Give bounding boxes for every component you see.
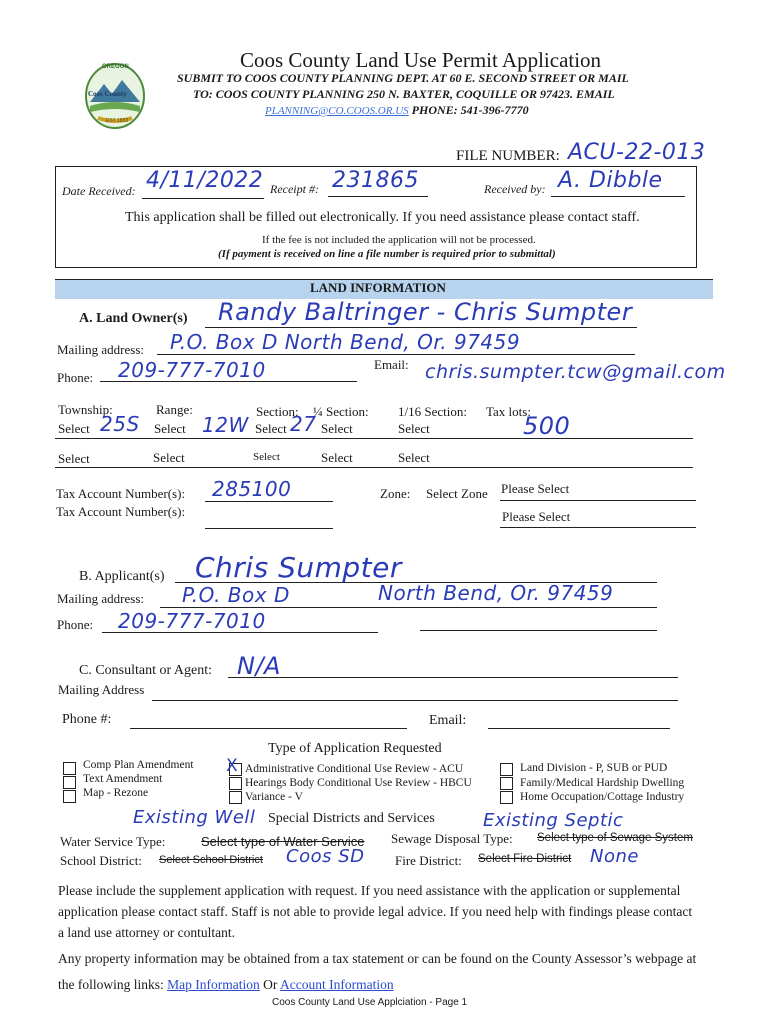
- notice-payment: (If payment is received on line a file number is required prior to submittal): [218, 248, 556, 260]
- hardship-checkbox[interactable]: [500, 777, 513, 790]
- map-rezone-checkbox[interactable]: [63, 790, 76, 803]
- sixteenth-select-2[interactable]: Select: [398, 450, 430, 465]
- notice-fee: If the fee is not included the application will not be processed.: [262, 234, 536, 246]
- range-select-1[interactable]: Select: [154, 421, 186, 436]
- consultant-phone-label: Phone #:: [62, 712, 112, 727]
- submit-line-1: SUBMIT TO COOS COUNTY PLANNING DEPT. AT 60 E. SECOND STREET OR MAIL: [177, 71, 629, 85]
- map-rezone-label: Map - Rezone: [83, 787, 149, 799]
- submit-line-2: TO: COOS COUNTY PLANNING 250 N. BAXTER, COQUILLE OR 97423. EMAIL: [193, 87, 615, 101]
- township-label: Township:: [58, 402, 113, 417]
- seal-text-bottom: EST 1853: [106, 118, 129, 124]
- owner-value[interactable]: Randy Baltringer - Chris Sumpter: [218, 298, 633, 326]
- range-select-2[interactable]: Select: [153, 450, 185, 465]
- page-footer-label: Coos County Land Use Applciation - Page 1: [272, 997, 468, 1008]
- county-seal: [84, 62, 146, 130]
- tax-account-label-1: Tax Account Number(s):: [56, 486, 186, 501]
- hbcu-label: Hearings Body Conditional Use Review - HBCU: [245, 777, 472, 789]
- fire-select[interactable]: Select Fire District: [478, 853, 572, 865]
- section-select-2[interactable]: Select: [253, 451, 280, 463]
- section-label: Section:: [256, 404, 299, 419]
- quarter-section-label: ¼ Section:: [313, 404, 369, 419]
- taxlot-value[interactable]: 500: [523, 412, 571, 440]
- consultant-email-label: Email:: [429, 713, 467, 728]
- file-number-value[interactable]: ACU-22-013: [568, 140, 706, 165]
- quarter-select-1[interactable]: Select: [321, 421, 353, 436]
- date-received-value[interactable]: 4/11/2022: [146, 168, 264, 193]
- variance-checkbox[interactable]: [229, 791, 242, 804]
- home-occupation-checkbox[interactable]: [500, 791, 513, 804]
- fire-label: Fire District:: [395, 853, 462, 868]
- hbcu-checkbox[interactable]: [229, 777, 242, 790]
- applicant-mailing-city[interactable]: North Bend, Or. 97459: [378, 581, 614, 605]
- land-info-title: LAND INFORMATION: [310, 280, 446, 295]
- account-information-link[interactable]: Account Information: [280, 977, 394, 992]
- school-label: School District:: [60, 853, 142, 868]
- township-value[interactable]: 25S: [100, 412, 140, 436]
- sixteenth-section-label: 1/16 Section:: [398, 404, 467, 419]
- footer-paragraph-2-text: Any property information may be obtained from a tax statement or can be found on the County Assessor’s webpage at the following links:: [58, 951, 697, 992]
- owner-mailing-label: Mailing address:: [57, 342, 145, 357]
- acu-checkmark: X: [226, 756, 239, 776]
- applicant-mailing-label: Mailing address:: [57, 591, 145, 606]
- applicant-phone-label: Phone:: [57, 617, 94, 632]
- text-amendment-checkbox[interactable]: [63, 776, 76, 789]
- page-title: Coos County Land Use Permit Application: [240, 48, 602, 72]
- phone-text: PHONE: 541-396-7770: [411, 103, 529, 117]
- home-occupation-label: Home Occupation/Cottage Industry: [520, 791, 685, 803]
- contact-line: [265, 103, 529, 118]
- section-value[interactable]: 27: [290, 412, 317, 436]
- hardship-label: Family/Medical Hardship Dwelling: [520, 777, 685, 789]
- range-label: Range:: [156, 402, 193, 417]
- consultant-mailing-label: Mailing Address: [58, 682, 145, 697]
- file-number-label: FILE NUMBER:: [456, 148, 560, 164]
- land-division-label: Land Division - P, SUB or PUD: [520, 762, 668, 774]
- applicant-label: B. Applicant(s): [79, 569, 165, 584]
- sewage-value[interactable]: Existing Septic: [483, 810, 624, 831]
- township-select-1[interactable]: Select: [58, 421, 90, 436]
- township-select-2[interactable]: Select: [58, 451, 90, 466]
- seal-text-mid: Coos County: [88, 90, 127, 98]
- acu-label: Administrative Conditional Use Review - ACU: [245, 763, 464, 775]
- receipt-value[interactable]: 231865: [332, 168, 419, 193]
- sewage-select[interactable]: Select type of Sewage System: [537, 832, 693, 844]
- fire-value[interactable]: None: [590, 846, 639, 867]
- footer-paragraph-2: [58, 946, 698, 998]
- zone-please-select-2[interactable]: Please Select: [502, 509, 571, 524]
- water-label: Water Service Type:: [60, 834, 166, 849]
- water-select[interactable]: Select type of Water Service: [201, 834, 365, 849]
- taxlots-label: Tax lots:: [486, 404, 531, 419]
- quarter-select-2[interactable]: Select: [321, 450, 353, 465]
- districts-title: Special Districts and Services: [268, 811, 435, 826]
- app-type-title: Type of Application Requested: [268, 741, 442, 756]
- planning-email-link[interactable]: PLANNING@CO.COOS.OR.US: [265, 105, 409, 117]
- applicant-mailing-value[interactable]: P.O. Box D: [182, 583, 290, 607]
- school-value[interactable]: Coos SD: [286, 846, 365, 867]
- owner-email-value[interactable]: chris.sumpter.tcw@gmail.com: [425, 361, 726, 383]
- receipt-label: Receipt #:: [270, 182, 319, 196]
- footer-paragraph-1: Please include the supplement application with request. If you need assistance with the application or supplemental application please contact staff. Staff is not able to provide legal advice. If you need help with findings please contact a land use attorney or contultant.: [58, 883, 693, 940]
- owner-phone-value[interactable]: 209-777-7010: [118, 358, 266, 382]
- received-by-value[interactable]: A. Dibble: [558, 168, 663, 193]
- received-by-label: Received by:: [484, 182, 546, 196]
- consultant-value[interactable]: N/A: [237, 652, 281, 680]
- owner-mailing-value[interactable]: P.O. Box D North Bend, Or. 97459: [170, 330, 521, 354]
- seal-text-top: OREGON: [102, 64, 129, 70]
- comp-plan-label: Comp Plan Amendment: [83, 759, 194, 771]
- map-information-link[interactable]: Map Information: [167, 977, 260, 992]
- date-received-label: Date Received:: [62, 184, 136, 198]
- tax-account-label-2: Tax Account Number(s):: [56, 504, 186, 519]
- sixteenth-select-1[interactable]: Select: [398, 421, 430, 436]
- comp-plan-checkbox[interactable]: [63, 762, 76, 775]
- text-amendment-label: Text Amendment: [83, 773, 163, 785]
- owner-phone-label: Phone:: [57, 370, 94, 385]
- zone-select[interactable]: Select Zone: [426, 486, 488, 501]
- variance-label: Variance - V: [245, 791, 303, 803]
- zone-please-select-1[interactable]: Please Select: [501, 481, 570, 496]
- range-value[interactable]: 12W: [202, 413, 249, 437]
- notice-main: This application shall be filled out electronically. If you need assistance please contact staff.: [125, 210, 640, 225]
- water-value[interactable]: Existing Well: [133, 807, 256, 828]
- or-text: Or: [263, 977, 278, 992]
- applicant-value[interactable]: Chris Sumpter: [195, 551, 402, 584]
- zone-label: Zone:: [380, 486, 411, 501]
- school-select[interactable]: Select School District: [159, 854, 263, 866]
- owner-label: A. Land Owner(s): [79, 311, 188, 326]
- land-division-checkbox[interactable]: [500, 763, 513, 776]
- tax-account-value[interactable]: 285100: [212, 477, 292, 501]
- consultant-label: C. Consultant or Agent:: [79, 663, 212, 678]
- sewage-label: Sewage Disposal Type:: [391, 831, 513, 846]
- section-select-1[interactable]: Select: [255, 421, 287, 436]
- owner-email-label: Email:: [374, 357, 409, 372]
- applicant-phone-value[interactable]: 209-777-7010: [118, 609, 266, 633]
